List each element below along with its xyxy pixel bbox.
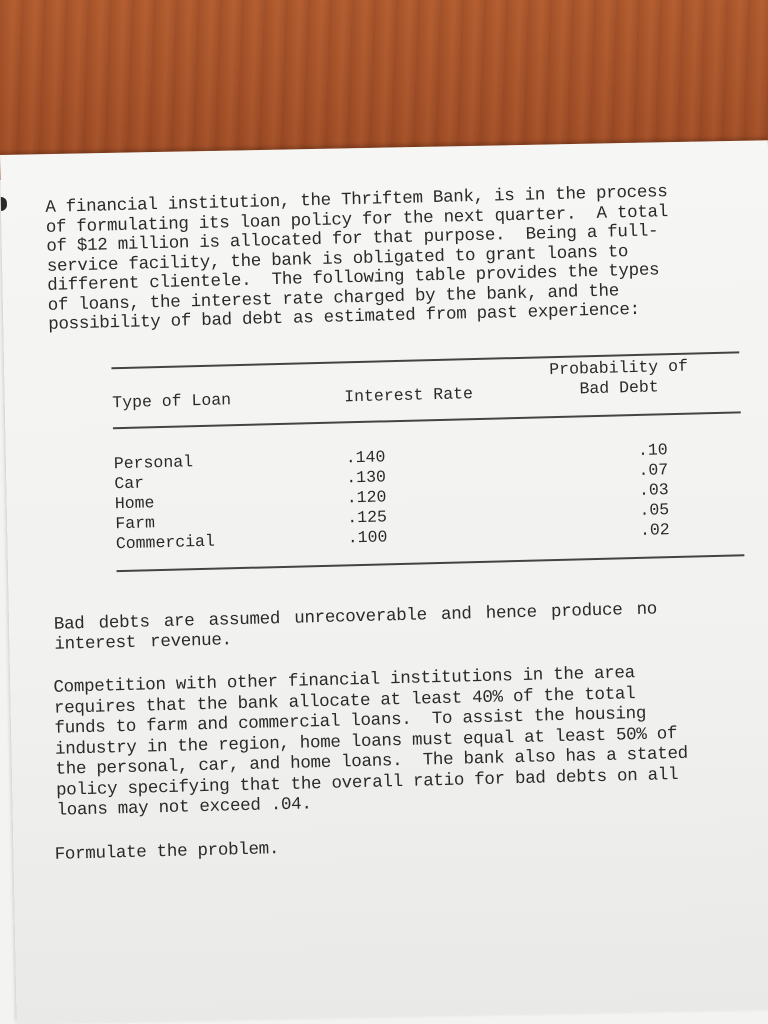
row-car-type: Car <box>114 473 145 494</box>
row-car-prob: .07 <box>638 460 669 480</box>
row-personal-prob: .10 <box>637 440 668 460</box>
paper-sheet <box>0 140 768 1024</box>
row-commercial-rate: .100 <box>347 527 388 548</box>
row-home-prob: .03 <box>638 480 669 500</box>
row-home-rate: .120 <box>346 487 387 508</box>
table-header-rule <box>113 411 741 428</box>
instruction-text: Formulate the problem. <box>54 839 280 865</box>
table-bottom-rule <box>117 554 745 571</box>
header-type-of-loan: Type of Loan <box>112 390 232 413</box>
row-farm-rate: .125 <box>347 507 388 528</box>
row-commercial-type: Commercial <box>115 531 216 554</box>
row-personal-rate: .140 <box>345 447 386 468</box>
binder-hole <box>1 197 7 211</box>
row-home-type: Home <box>114 493 155 514</box>
intro-paragraph: A financial institution, the Thriftem Bank, is in the process of formulating its loan policy for the next quarter. A total of $12 million is allocated for that purpose. Being a full- service facility, the bank is obligated to grant loans to different clientele. The following table provides the types of loans, the interest rate charged by the bank, and the possibility of bad debt as estimated from past experience: <box>45 182 669 335</box>
header-interest-rate: Interest Rate <box>343 384 474 407</box>
row-commercial-prob: .02 <box>639 520 670 540</box>
row-personal-type: Personal <box>113 452 194 474</box>
row-car-rate: .130 <box>346 467 387 488</box>
header-probability-bad-debt: Probability of Bad Debt <box>549 356 689 399</box>
row-farm-type: Farm <box>115 513 156 534</box>
row-farm-prob: .05 <box>639 500 670 520</box>
competition-paragraph: Competition with other financial institutions in the area requires that the bank allocate at least 40% of the total funds to farm and commercial loans. To assist the housing industry in the region, home loans must equal at least 50% of the personal, car, and home loans. The bank also has a stated policy specifying that the overall ratio for bad debts on all loans may not exceed .04. <box>53 663 689 821</box>
bad-debt-paragraph: Bad debts are assumed unrecoverable and hence produce no interest revenue. <box>53 599 658 655</box>
